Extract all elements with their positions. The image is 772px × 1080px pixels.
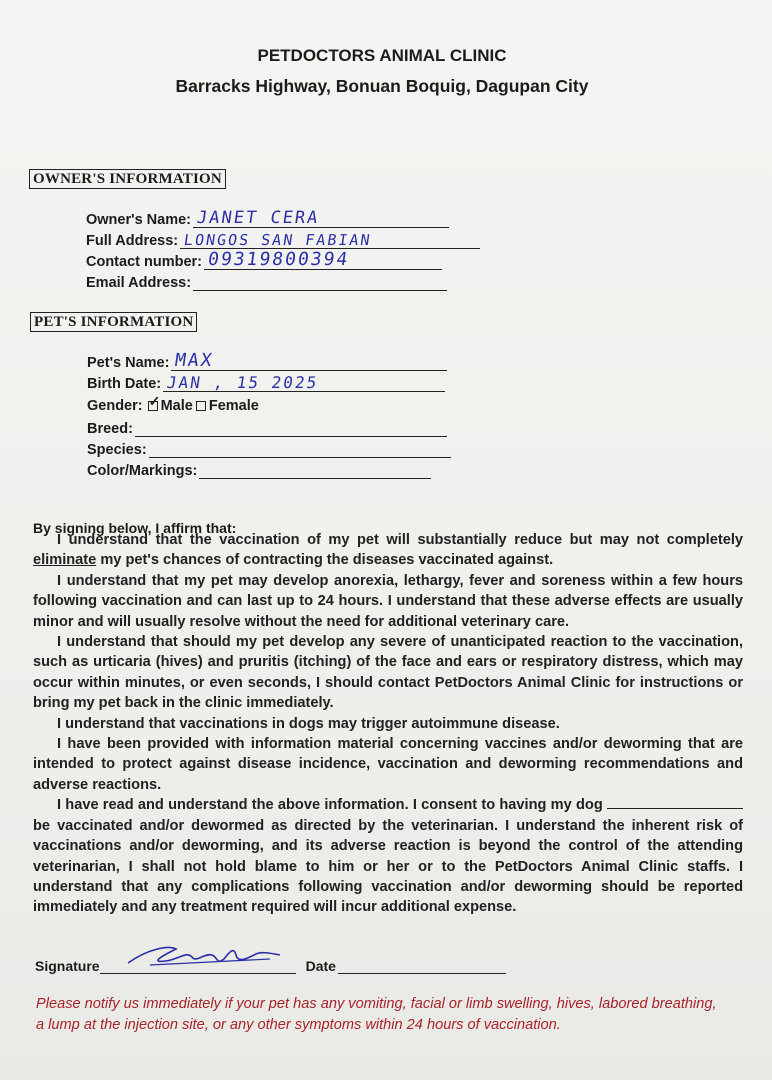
signature-line[interactable]	[100, 955, 296, 974]
owner-name-label: Owner's Name:	[86, 212, 191, 228]
pet-birth-field[interactable]	[87, 375, 445, 392]
pet-gender-label: Gender:	[87, 398, 143, 414]
consent-paragraph	[33, 795, 743, 917]
owner-name-field[interactable]	[86, 208, 449, 228]
date-line[interactable]	[338, 957, 506, 974]
pet-species-label: Species:	[87, 442, 147, 458]
pet-name-line[interactable]	[171, 350, 447, 371]
owner-address-field[interactable]	[86, 232, 480, 249]
signature-row	[35, 955, 506, 974]
clinic-address: Barracks Highway, Bonuan Boquig, Dagupan City	[175, 76, 589, 96]
pet-color-line[interactable]	[199, 462, 431, 479]
affirmation-paragraph: I understand that my pet may develop anorexia, lethargy, fever and soreness within a few hours following vaccination and can last up to 24 hours. I understand that these adverse effects are usually minor and will usually resolve without the need for additional veterinary care.	[33, 572, 743, 630]
pet-birth-label: Birth Date:	[87, 376, 162, 392]
pet-color-label: Color/Markings:	[87, 463, 198, 479]
pet-breed-label: Breed:	[87, 421, 133, 437]
owner-contact-field[interactable]	[86, 249, 442, 270]
affirmation-intro: By signing below, I affirm that:	[33, 520, 237, 536]
pet-birth-line[interactable]	[163, 375, 445, 392]
affirmation-paragraph: I understand that vaccinations in dogs may trigger autoimmune disease.	[57, 715, 560, 732]
consent-text: be vaccinated and/or dewormed as directed by the veterinarian. I understand the inherent risk of vaccinations and/or deworming, and its adverse reaction is beyond the control of the attending veterinarian, I shall not hold blame to him or her or to the PetDoctors Animal Clinic staffs. I understand that any complications following vaccination and/or deworming should be reported immediately and any treatment required will incur additional expense.	[33, 817, 743, 916]
affirmation-underlined-word: eliminate	[33, 552, 97, 569]
pet-breed-field[interactable]	[87, 420, 447, 437]
affirmation-body	[33, 530, 743, 918]
pet-section-title: PET'S INFORMATION	[30, 312, 197, 332]
affirmation-text: my pet's chances of contracting the diseases vaccinated against.	[96, 552, 554, 569]
owner-email-line[interactable]	[193, 274, 447, 291]
owner-name-value: JANET CERA	[195, 208, 321, 228]
owner-address-line[interactable]	[180, 232, 480, 249]
pet-name-value: MAX	[173, 350, 216, 371]
gender-male-checkbox[interactable]	[148, 392, 161, 411]
pet-species-field[interactable]	[87, 441, 451, 458]
pet-name-field[interactable]	[87, 350, 447, 371]
pet-name-label: Pet's Name:	[87, 355, 170, 371]
checkmark-icon: ✓	[148, 392, 161, 409]
clinic-name: PETDOCTORS ANIMAL CLINIC	[257, 46, 507, 65]
owner-section-title: OWNER'S INFORMATION	[29, 169, 226, 189]
pet-breed-line[interactable]	[135, 420, 447, 437]
owner-address-value: LONGOS SAN FABIAN	[182, 231, 373, 249]
pet-species-line[interactable]	[149, 441, 451, 458]
consent-text: I have read and understand the above information. I consent to having my dog	[57, 797, 607, 814]
signature-label: Signature	[35, 958, 100, 974]
owner-contact-label: Contact number:	[86, 254, 202, 270]
dog-name-blank[interactable]	[607, 796, 743, 809]
affirmation-paragraph: I understand that should my pet develop any severe of unanticipated reaction to the vaccination, such as urticaria (hives) and pruritis (itching) of the face and ears or respiratory distress, which may occur within minutes, or even seconds, I should contact PetDoctors Animal Clinic for instructions or bring my pet back in the clinic immediately.	[33, 634, 743, 712]
notice-text: Please notify us immediately if your pet has any vomiting, facial or limb swelling, hives, labored breathing, a lump at the injection site, or any other symptoms within 24 hours of vaccination.	[36, 996, 717, 1033]
owner-address-label: Full Address:	[86, 233, 179, 249]
owner-email-field[interactable]	[86, 274, 447, 291]
owner-contact-line[interactable]	[204, 249, 442, 270]
gender-female-label: Female	[208, 398, 259, 414]
gender-female-checkbox[interactable]	[196, 401, 206, 411]
pet-gender-field	[87, 392, 259, 414]
owner-contact-value: 09319800394	[206, 249, 351, 270]
gender-male-label: Male	[160, 398, 193, 414]
affirmation-paragraph: I have been provided with information material concerning vaccines and/or deworming that are intended to protect against disease incidence, vaccination and deworming recommendations and adverse reactions.	[33, 736, 743, 793]
affirmation-text: I understand that the vaccination of my pet will substantially reduce but may not completely	[57, 532, 743, 548]
owner-name-line[interactable]	[193, 208, 449, 228]
date-label: Date	[305, 958, 336, 974]
affirmation-paragraph	[33, 530, 743, 571]
handwritten-signature	[120, 939, 290, 973]
pet-birth-value: JAN , 15 2025	[165, 373, 320, 392]
owner-email-label: Email Address:	[86, 275, 192, 291]
pet-color-field[interactable]	[87, 462, 431, 479]
